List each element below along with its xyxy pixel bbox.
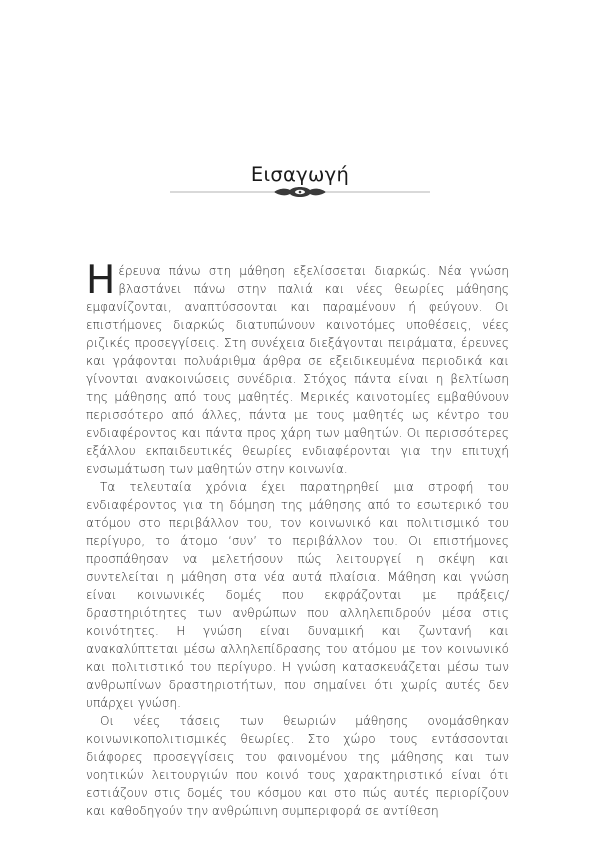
paragraph-2: Τα τελευταία χρόνια έχει παρατηρηθεί μια στροφή του ενδιαφέροντος για τη δόμηση της μάθησης από το εσωτερικό του ατόμου στο περιβάλλον του, τον κοινωνικό και πολιτισμικό του περίγυρο, το άτομο ‘συν’ το περιβάλλον του. Οι επιστήμονες προσπάθησαν να μελετήσουν πώς λειτουργεί η σκέψη και συντελείται η μάθηση στα νέα αυτά πλαίσια. Μάθηση και γνώση είναι κοινωνικές δομές που εκφράζονται με πράξεις/δραστηριότητες των ανθρώπων που αλληλεπιδρούν μέσα στις κοινότητες. Η γνώση είναι δυναμική και ζωντανή και ανακαλύπτεται μέσω αλληλεπίδρασης του ατόμου με τον κοινωνικό και πολιτιστικό του περίγυρο. Η γνώση κατασκευάζεται μέσω των ανθρωπίνων δραστηριοτήτων, που σημαίνει ότι χωρίς αυτές δεν υπάρχει γνώση. (86, 480, 509, 710)
paragraph-3: Οι νέες τάσεις των θεωριών μάθησης ονομάσθηκαν κοινωνικοπολιτισμικές θεωρίες. Στο χώρο τους εντάσσονται διάφορες προσεγγίσεις του φαινομένου της μάθησης και των νοητικών λειτουργιών που κοινό τους χαρακτηριστικό είναι ότι εστιάζουν στις δομές του κόσμου και στο πώς αυτές περιορίζουν και καθοδηγούν την ανθρώπινη συμπεριφορά σε αντίθεση (86, 714, 509, 818)
chapter-title: Εισαγωγή (250, 163, 350, 187)
paragraph-1 (86, 258, 509, 478)
scroll-ornament-icon (170, 185, 430, 199)
paragraph-1-text: έρευνα πάνω στη μάθηση εξελίσσεται διαρκώς. Νέα γνώση βλαστάνει πάνω στην παλιά και νέες θεωρίες μάθησης εμφανίζονται, αναπτύσσονται και παραμένουν ή φεύγουν. Οι επιστήμονες διαρκώς διατυπώνουν καινοτόμες υποθέσεις, νέες ριζικές προσεγγίσεις. Στη συνέχεια διεξάγονται πειράματα, έρευνες και γράφονται πολυάριθμα άρθρα σε εξειδικευμένα περιοδικά και γίνονται ανακοινώσεις συνέδρια. Στόχος πάντα είναι η βελτίωση της μάθησης από τους μαθητές. Μερικές καινοτομίες εμβαθύνουν περισσότερο από άλλες, πάντα με τους μαθητές ως κέντρο του ενδιαφέροντος και πάντα προς χάρη των μαθητών. Οι περισσότερες εξάλλου εκπαιδευτικές θεωρίες ενδιαφέρονται για την επιτυχή ενσωμάτωση των μαθητών στην κοινωνία. (86, 264, 509, 476)
drop-cap: Η (86, 258, 116, 303)
body-text (86, 258, 509, 820)
